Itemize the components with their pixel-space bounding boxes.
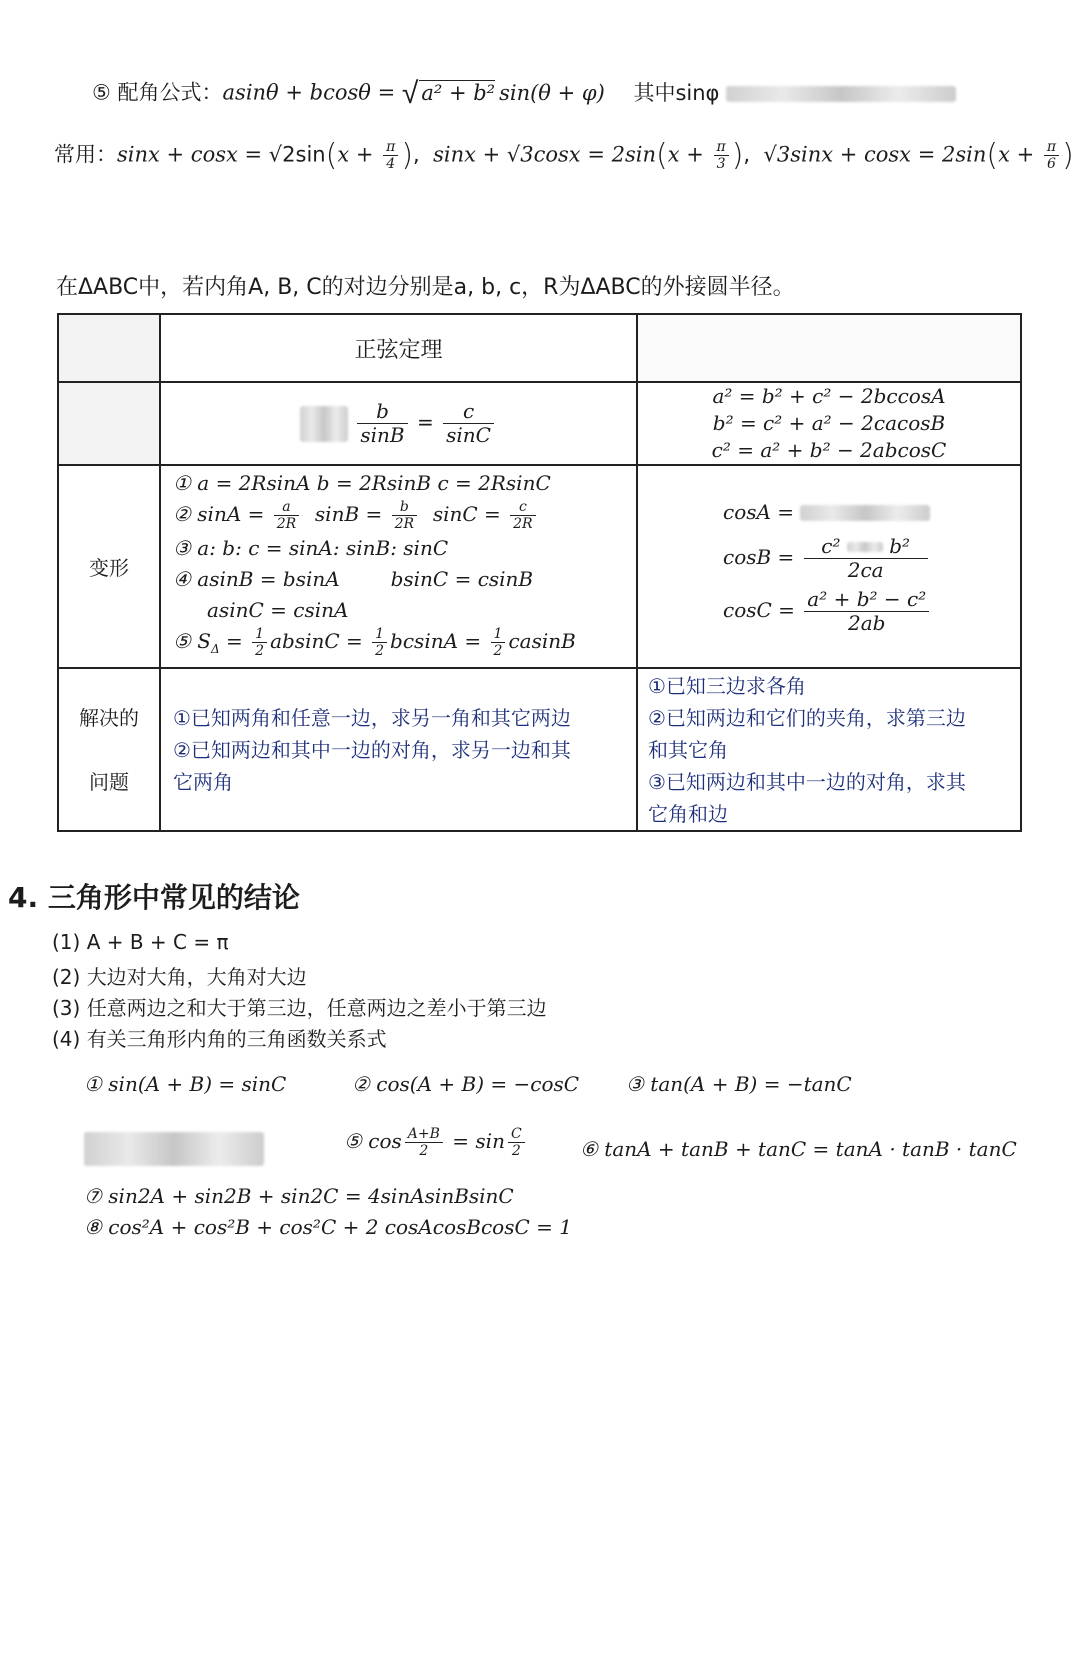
pi-over-6: $\frac{\pi}{6}$: [1044, 139, 1059, 172]
cosine-law-formulas: [637, 382, 1021, 465]
transform-5: ⑤ $S_\Delta$ = $\frac{1}{2}$ absinC = $\frac{1}{2}$ bcsinA = $\frac{1}{2}$ casinB: [173, 625, 576, 659]
sine-problem-2: ②已知两边和其中一边的对角，求另一边和其: [173, 737, 571, 762]
aux-formula-label: ⑤ 配角公式：: [92, 80, 223, 105]
cos-law-2: b² = c² + a² − 2cacosB: [712, 411, 946, 435]
sine-law-formula: [160, 382, 637, 465]
aux-formula-root: a² + b²: [421, 80, 496, 105]
cos-problem-4: ③已知两边和其中一边的对角，求其: [648, 769, 966, 794]
aux-formula-where: 其中sinφ: [633, 80, 720, 105]
blurred-region: [800, 505, 930, 521]
transform-1: ① a = 2RsinA b = 2RsinB c = 2RsinC: [173, 471, 551, 496]
cosine-law-problems: [637, 668, 1021, 831]
relation-3: ③ tan(A + B) = −tanC: [626, 1072, 852, 1096]
sine-problem-1: ①已知两角和任意一边，求另一角和其它两边: [173, 705, 571, 730]
common-1a: sinx + cosx =: [117, 142, 269, 167]
transform-2: ② sinA = $\frac{a}{2R}$ sinB = $\frac{b}{2R}$ sinC = $\frac{c}{2R}$: [173, 499, 628, 532]
x-plus: x +: [667, 142, 711, 167]
common-1b: √2sin: [268, 142, 326, 167]
sine-cosine-law-table: [57, 313, 1022, 832]
relation-6: ⑥ tanA + tanB + tanC = tanA · tanB · tanC: [580, 1137, 1017, 1161]
relation-8: ⑧ cos²A + cos²B + cos²C + 2 cosAcosBcosC = 1: [84, 1215, 572, 1239]
transform-label: 变形: [58, 465, 160, 668]
x-plus: x +: [998, 142, 1041, 167]
equals-sign: =: [417, 410, 434, 434]
relation-5: ⑤ cos $\frac{A+B}{2}$ = sin $\frac{C}{2}$: [344, 1126, 528, 1159]
problems-label: 解决的 问题: [58, 668, 160, 831]
cosC-formula: cosC = $\frac{\text{a² + b² − c²}}{2ab}$: [723, 588, 1012, 635]
aux-angle-formula: [92, 76, 956, 111]
corner-cell: [58, 314, 160, 382]
cosine-law-transforms: [637, 465, 1021, 668]
cos-problem-5: 它角和边: [648, 801, 728, 826]
transform-4b: asinC = csinA: [207, 597, 349, 622]
blurred-region: [84, 1132, 264, 1166]
cosB-formula: cosB = $\frac{\text{c² b²}}{2ca}$: [723, 535, 1012, 582]
frac-b-sinB: $\frac{b}{\sin B}$: [357, 400, 407, 447]
relation-7: ⑦ sin2A + sin2B + sin2C = 4sinAsinBsinC: [84, 1184, 514, 1208]
relation-2: ② cos(A + B) = −cosC: [352, 1072, 580, 1096]
common-2a: sinx + √3cosx = 2sin: [433, 142, 656, 167]
cos-problem-2: ②已知两边和它们的夹角，求第三边: [648, 705, 966, 730]
relation-1: ① sin(A + B) = sinC: [84, 1072, 287, 1096]
sqrt-sign: √: [401, 76, 419, 111]
section-4-title: 4. 三角形中常见的结论: [8, 881, 300, 914]
header-cosine-law: [637, 314, 1021, 382]
triangle-intro: 在ΔABC中，若内角A, B, C的对边分别是a, b, c，R为ΔABC的外接圆半径。: [56, 275, 795, 300]
header-sine-law: 正弦定理: [160, 314, 637, 382]
conclusion-4: (4) 有关三角形内角的三角函数关系式: [52, 1027, 387, 1051]
conclusion-3: (3) 任意两边之和大于第三边，任意两边之差小于第三边: [52, 996, 547, 1020]
cos-law-1: a² = b² + c² − 2bccosA: [712, 384, 946, 408]
cosA-formula: cosA =: [723, 499, 1012, 525]
x-plus: x +: [337, 142, 381, 167]
common-formulas: 常用：sinx + cosx = √2sin(x + $\frac{\pi}{4}$ ), sinx + √3cosx = 2sin(x + $\frac{\pi}{3}$ ), √3sinx + cosx = 2sin(x + $\frac{\pi}{6}$ ): [54, 138, 1074, 173]
common-3a: √3sinx + cosx = 2sin: [763, 142, 987, 167]
common-label: 常用：: [54, 142, 117, 167]
table-header-row: [58, 314, 1021, 382]
sine-law-problems: [160, 668, 637, 831]
pi-over-4: $\frac{\pi}{4}$: [383, 139, 398, 172]
blurred-region: [726, 86, 956, 102]
pi-over-3: $\frac{\pi}{3}$: [714, 139, 729, 172]
table-transform-row: [58, 465, 1021, 668]
sine-problem-3: 它两角: [173, 769, 233, 794]
cos-law-3: c² = a² + b² − 2abcosC: [711, 438, 947, 462]
table-problems-row: [58, 668, 1021, 831]
cos-problem-3: 和其它角: [648, 737, 728, 762]
blurred-region: [300, 406, 348, 442]
transform-3: ③ a: b: c = sinA: sinB: sinC: [173, 535, 449, 560]
transform-4a: ④ asinB = bsinA bsinC = csinB: [173, 566, 534, 591]
conclusion-1: (1) A + B + C = π: [52, 930, 229, 954]
conclusion-2: (2) 大边对大角，大角对大边: [52, 965, 307, 989]
relation-4-blurred: [84, 1132, 264, 1166]
frac-c-sinC: $\frac{c}{\sin C}$: [443, 400, 494, 447]
aux-formula-tail: sin(θ + φ): [499, 80, 605, 105]
sine-law-transforms: [160, 465, 637, 668]
cos-problem-1: ①已知三边求各角: [648, 673, 806, 698]
formula-label-cell: [58, 382, 160, 465]
aux-formula-lhs: asinθ + bcosθ =: [222, 80, 402, 105]
table-formula-row: [58, 382, 1021, 465]
